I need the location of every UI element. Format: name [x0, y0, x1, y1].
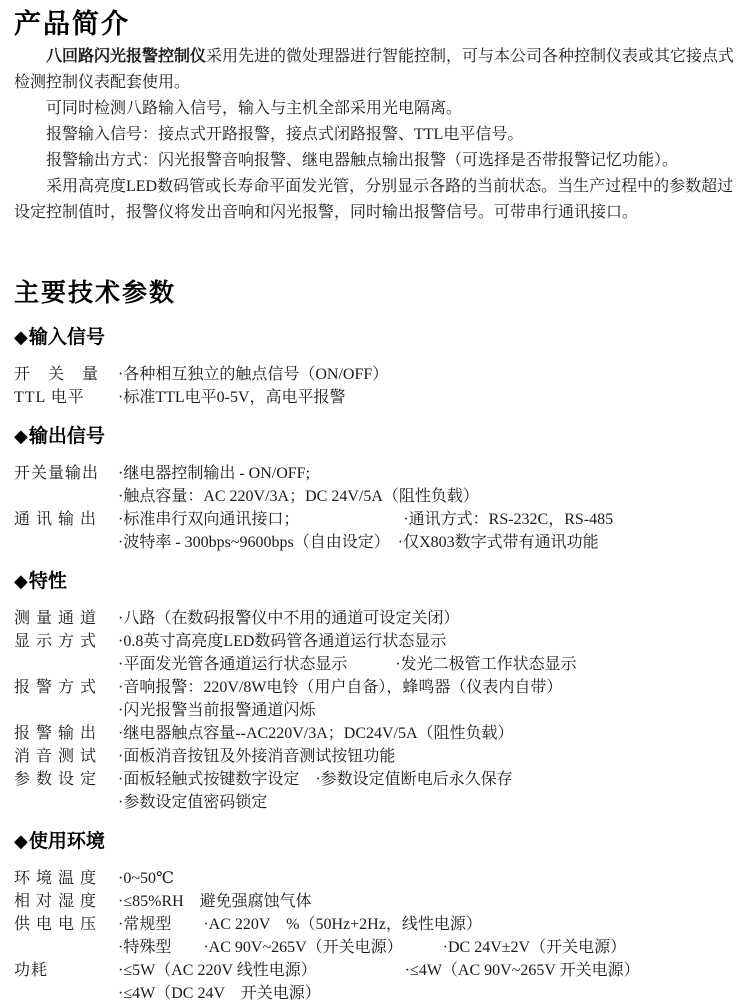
diamond-icon: ◆ [14, 831, 28, 851]
row-label: 通 讯 输 出 [14, 511, 98, 528]
section-title [14, 324, 736, 351]
row-lines [118, 745, 736, 768]
spec-row [14, 607, 736, 630]
row-line: ·各种相互独立的触点信号（ON/OFF） [118, 366, 389, 383]
row-line: ·0~50℃ [118, 870, 174, 887]
section-title-text: 特性 [28, 571, 67, 592]
row-lines [118, 508, 736, 554]
paragraph-text: 报警输入信号：接点式开路报警，接点式闭路报警、TTL电平信号。 [46, 126, 524, 143]
row-lines [118, 386, 736, 409]
section-rows [14, 363, 736, 409]
row-line: ·平面发光管各通道运行状态显示 ·发光二极管工作状态显示 [118, 656, 577, 673]
spec-row [14, 768, 736, 814]
spec-section [14, 828, 736, 1005]
row-lines [118, 363, 736, 386]
row-label: 环 境 温 度 [14, 870, 98, 887]
row-label: 开 关 量 [14, 366, 100, 383]
row-label: 报 警 方 式 [14, 679, 98, 696]
row-line: ·参数设定值密码锁定 [118, 794, 268, 811]
section-title [14, 423, 736, 450]
section-rows [14, 867, 736, 1005]
paragraph-text: 报警输出方式：闪光报警音响报警、继电器触点输出报警（可选择是否带报警记忆功能）。 [46, 152, 679, 169]
intro-paragraph [14, 96, 736, 122]
spec-row [14, 722, 736, 745]
section-title [14, 568, 736, 595]
row-line: ·继电器触点容量--AC220V/3A；DC24V/5A（阻性负载） [118, 725, 514, 742]
row-lines [118, 768, 736, 814]
row-lines [118, 630, 736, 676]
intro-paragraph [14, 44, 736, 96]
spec-row [14, 959, 736, 1005]
row-label: 供 电 电 压 [14, 916, 98, 933]
spec-row [14, 890, 736, 913]
row-label: 相 对 湿 度 [14, 893, 98, 910]
spec-row [14, 363, 736, 386]
paragraph-text: 可同时检测八路输入信号，输入与主机全部采用光电隔离。 [46, 100, 463, 117]
spec-row [14, 745, 736, 768]
row-line: ·八路（在数码报警仪中不用的通道可设定关闭） [118, 610, 460, 627]
paragraph-text: 采用高亮度LED数码管或长寿命平面发光管，分别显示各路的当前状态。当生产过程中的参数超过设定控制值时，报警仪将发出音响和闪光报警，同时输出报警信号。可带串行通讯接口。 [14, 178, 734, 221]
intro-title: 产品简介 [14, 9, 130, 39]
section-title-text: 输入信号 [28, 327, 105, 348]
row-label: 测 量 通 道 [14, 610, 98, 627]
row-lines [118, 959, 736, 1005]
spec-row [14, 508, 736, 554]
row-line: ·≤4W（DC 24V 开关电源） [118, 985, 321, 1002]
row-line: ·常规型 ·AC 220V %（50Hz+2Hz，线性电源） [118, 916, 482, 933]
row-lines [118, 890, 736, 913]
section-title [14, 828, 736, 855]
row-label: 参 数 设 定 [14, 771, 98, 788]
spec-section [14, 324, 736, 409]
intro-paragraphs [14, 44, 736, 226]
spec-row [14, 386, 736, 409]
spec-sections [14, 324, 736, 1005]
spec-row [14, 630, 736, 676]
intro-paragraph [14, 174, 736, 226]
row-line: ·标准串行双向通讯接口； ·通讯方式：RS-232C，RS-485 [118, 511, 614, 528]
section-rows [14, 462, 736, 554]
section-title-text: 使用环境 [28, 831, 105, 852]
spec-row [14, 676, 736, 722]
row-line: ·面板轻触式按键数字设定 ·参数设定值断电后永久保存 [118, 771, 513, 788]
specs-title: 主要技术参数 [14, 279, 177, 307]
row-line: ·≤5W（AC 220V 线性电源） ·≤4W（AC 90V~265V 开关电源） [118, 962, 640, 979]
row-label: 功耗 [14, 962, 49, 979]
row-label: 报 警 输 出 [14, 725, 98, 742]
row-line: ·标准TTL电平0-5V，高电平报警 [118, 389, 346, 406]
row-line: ·音响报警：220V/8W电铃（用户自备），蜂鸣器（仪表内自带） [118, 679, 563, 696]
row-lines [118, 867, 736, 890]
spec-section [14, 423, 736, 554]
spec-row [14, 913, 736, 959]
row-line: ·继电器控制输出 - ON/OFF; [118, 465, 311, 482]
row-line: ·特殊型 ·AC 90V~265V（开关电源） ·DC 24V±2V（开关电源） [118, 939, 627, 956]
row-line: ·0.8英寸高亮度LED数码管各通道运行状态显示 [118, 633, 447, 650]
section-title-text: 输出信号 [28, 426, 105, 447]
diamond-icon: ◆ [14, 327, 28, 347]
row-lines [118, 913, 736, 959]
row-label: 显 示 方 式 [14, 633, 98, 650]
diamond-icon: ◆ [14, 571, 28, 591]
spec-row [14, 462, 736, 508]
row-label: 开关量输出 [14, 465, 100, 482]
intro-paragraph [14, 122, 736, 148]
diamond-icon: ◆ [14, 426, 28, 446]
row-line: ·触点容量：AC 220V/3A；DC 24V/5A（阻性负载） [118, 488, 479, 505]
spec-section [14, 568, 736, 814]
spec-row [14, 867, 736, 890]
row-lines [118, 462, 736, 508]
row-lines [118, 607, 736, 630]
row-line: ·波特率 - 300bps~9600bps（自由设定） ·仅X803数字式带有通讯功能 [118, 534, 599, 551]
row-label: 消 音 测 试 [14, 748, 98, 765]
paragraph-text: 采用先进的微处理器进行智能控制，可与本公司各种控制仪表或其它接点式检测控制仪表配套使用。 [14, 48, 735, 91]
row-label: TTL 电平 [14, 389, 85, 406]
row-line: ·面板消音按钮及外接消音测试按钮功能 [118, 748, 396, 765]
row-line: ·≤85%RH 避免强腐蚀气体 [118, 893, 312, 910]
section-rows [14, 607, 736, 814]
paragraph-lead: 八回路闪光报警控制仪 [46, 48, 207, 65]
row-lines [118, 722, 736, 745]
row-line: ·闪光报警当前报警通道闪烁 [118, 702, 316, 719]
intro-paragraph [14, 148, 736, 174]
row-lines [118, 676, 736, 722]
